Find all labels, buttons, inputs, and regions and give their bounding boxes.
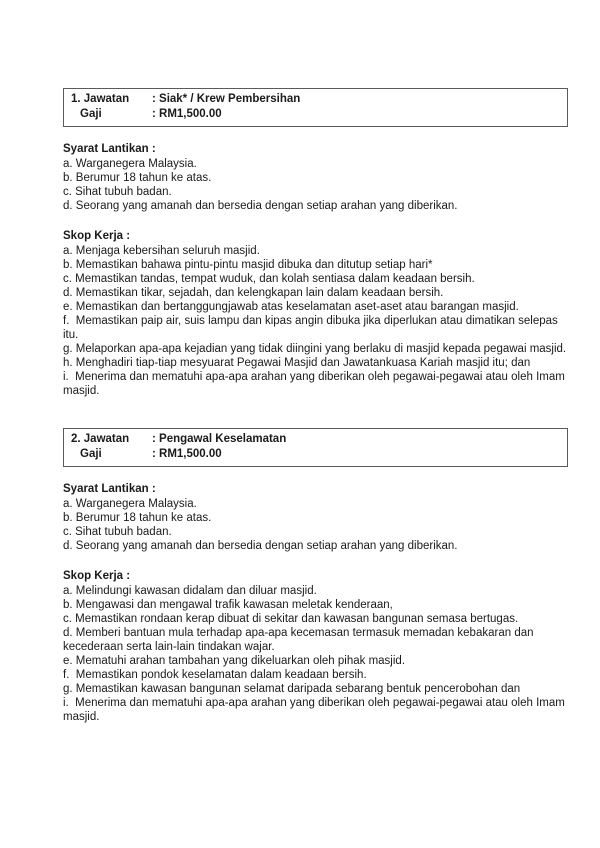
skop-kerja-heading: Skop Kerja : — [63, 230, 131, 242]
list-item: b. Berumur 18 tahun ke atas. — [63, 172, 212, 184]
job-header-box — [63, 88, 568, 127]
salary-row — [64, 447, 567, 462]
position-value: : Pengawal Keselamatan — [152, 433, 287, 445]
list-item: f. Memastikan pondok keselamatan dalam keadaan bersih. — [63, 669, 367, 681]
spacer — [63, 553, 568, 569]
list-item: b. Memastikan bahawa pintu-pintu masjid dibuka dan ditutup setiap hari* — [63, 259, 433, 271]
position-label: 2. Jawatan — [71, 433, 130, 445]
syarat-lantikan-list — [63, 497, 568, 553]
list-item: a. Menjaga kebersihan seluruh masjid. — [63, 245, 260, 257]
list-item: f. Memastikan paip air, suis lampu dan kipas angin dibuka jika diperlukan atau dimatikan selepas itu. — [63, 315, 561, 341]
skop-kerja-heading: Skop Kerja : — [63, 570, 131, 582]
position-label: 1. Jawatan — [71, 93, 130, 105]
job-section-2 — [63, 428, 568, 724]
list-item: c. Sihat tubuh badan. — [63, 526, 172, 538]
list-item: c. Memastikan tandas, tempat wuduk, dan kolah sentiasa dalam keadaan bersih. — [63, 273, 475, 285]
syarat-lantikan-list — [63, 157, 568, 213]
document-content — [63, 88, 568, 724]
list-item: h. Menghadiri tiap-tiap mesyuarat Pegawai Masjid dan Jawatankuasa Kariah masjid itu; dan — [63, 357, 531, 369]
list-item: c. Memastikan rondaan kerap dibuat di sekitar dan kawasan bangunan semasa bertugas. — [63, 613, 519, 625]
list-item: b. Mengawasi dan mengawal trafik kawasan meletak kenderaan, — [63, 599, 393, 611]
position-row — [64, 432, 567, 447]
salary-row — [64, 107, 567, 122]
syarat-lantikan-heading: Syarat Lantikan : — [63, 143, 156, 155]
spacer — [63, 213, 568, 229]
list-item: e. Memastikan dan bertanggungjawab atas keselamatan aset-aset atau barangan masjid. — [63, 301, 519, 313]
salary-label: Gaji — [80, 448, 102, 460]
position-value: : Siak* / Krew Pembersihan — [152, 93, 301, 105]
salary-value: : RM1,500.00 — [152, 448, 222, 460]
skop-kerja-list — [63, 584, 568, 724]
position-row — [64, 92, 567, 107]
job-header-box — [63, 428, 568, 467]
list-item: a. Melindungi kawasan didalam dan diluar masjid. — [63, 585, 317, 597]
list-item: a. Warganegera Malaysia. — [63, 498, 197, 510]
list-item: d. Seorang yang amanah dan bersedia dengan setiap arahan yang diberikan. — [63, 200, 458, 212]
list-item: b. Berumur 18 tahun ke atas. — [63, 512, 212, 524]
list-item: c. Sihat tubuh badan. — [63, 186, 172, 198]
salary-label: Gaji — [80, 108, 102, 120]
job-section-1 — [63, 88, 568, 398]
list-item: a. Warganegera Malaysia. — [63, 158, 197, 170]
list-item: d. Seorang yang amanah dan bersedia dengan setiap arahan yang diberikan. — [63, 540, 458, 552]
skop-kerja-list — [63, 244, 568, 398]
list-item: i. Menerima dan mematuhi apa-apa arahan yang diberikan oleh pegawai-pegawai atau oleh Imam masjid. — [63, 371, 569, 397]
list-item: e. Mematuhi arahan tambahan yang dikeluarkan oleh pihak masjid. — [63, 655, 406, 667]
list-item: d. Memberi bantuan mula terhadap apa-apa kecemasan termasuk memadan kebakaran dan kecederaan serta lain-lain tindakan wajar. — [63, 627, 537, 653]
spacer — [63, 398, 568, 428]
salary-value: : RM1,500.00 — [152, 108, 222, 120]
list-item: i. Menerima dan mematuhi apa-apa arahan yang diberikan oleh pegawai-pegawai atau oleh Imam masjid. — [63, 697, 569, 723]
syarat-lantikan-heading: Syarat Lantikan : — [63, 483, 156, 495]
list-item: d. Memastikan tikar, sejadah, dan kelengkapan lain dalam keadaan bersih. — [63, 287, 444, 299]
list-item: g. Memastikan kawasan bangunan selamat daripada sebarang bentuk pencerobohan dan — [63, 683, 521, 695]
list-item: g. Melaporkan apa-apa kejadian yang tidak diingini yang berlaku di masjid kepada pegawai masjid. — [63, 343, 567, 355]
